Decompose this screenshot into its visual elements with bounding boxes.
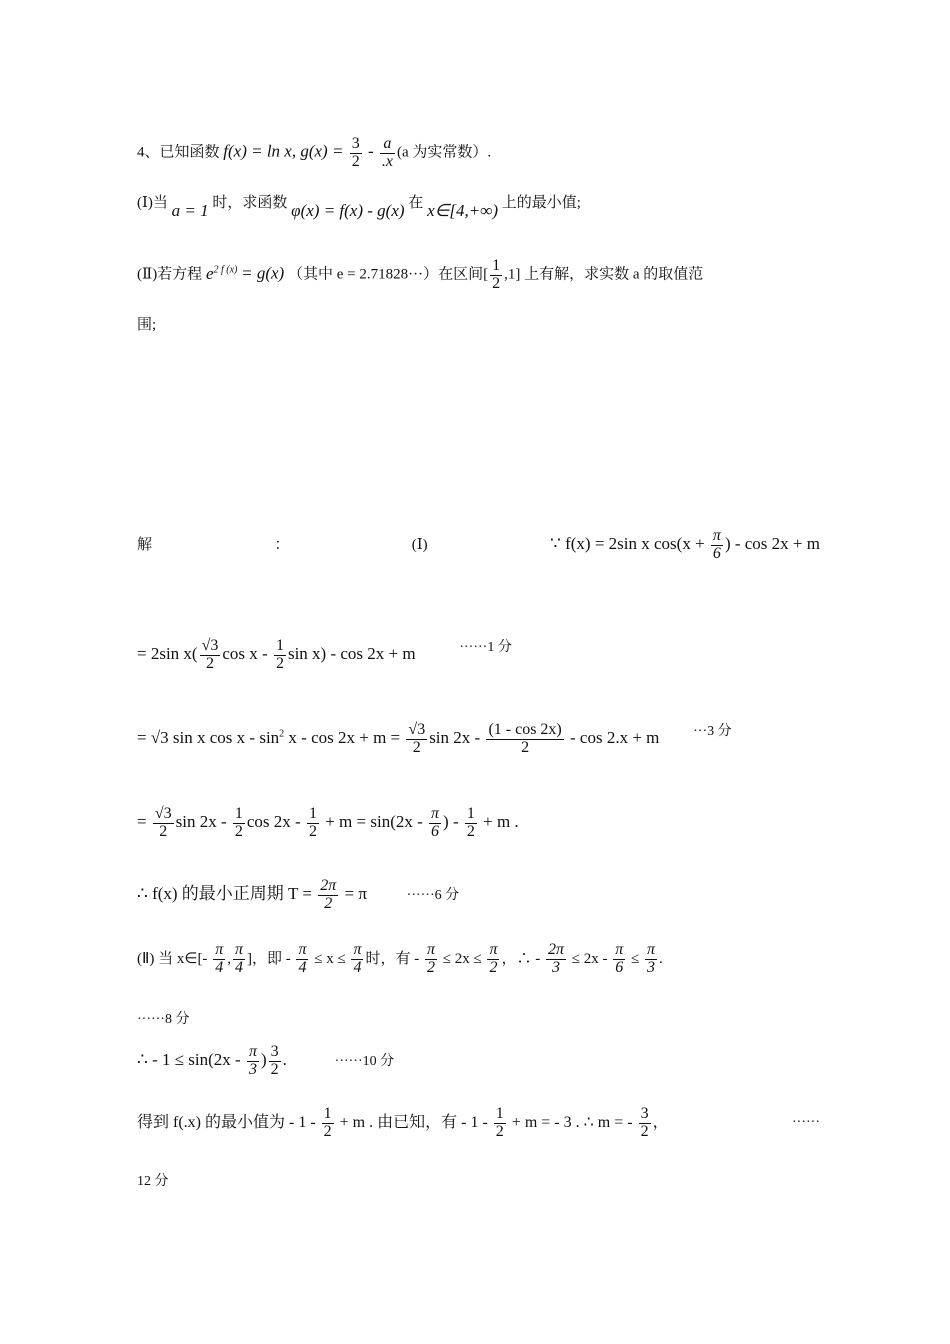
solution-line-4 (137, 878, 820, 913)
solution-colon: ： (274, 537, 290, 554)
solution-eq6: ∴ - 1 ≤ sin(2x - $\frac{\pi}{3}$ ) $\frac{3}{2}$ . (137, 1043, 287, 1078)
part1-mid: 时，求函数 (212, 195, 288, 211)
score-10: ······10 分 (334, 1054, 395, 1070)
part1-phi: φ(x) = f(x) - g(x) (291, 201, 405, 220)
frac-3-2: $\frac{3}{2}$ (351, 135, 360, 170)
problem-line-3 (137, 258, 820, 293)
part1-prefix: (Ⅰ)当 (137, 195, 168, 211)
frac-a-x: $\frac{a}{.x}$ (381, 135, 393, 170)
solution-eq7: 得到 f(.x) 的最小值为 - 1 - $\frac{1}{2}$ + m . 由已知，有 - 1 - $\frac{1}{2}$ + m = - 3 . ∴ m = - $\frac{3}{2}$ ， (137, 1105, 669, 1140)
solution-line-0 (137, 528, 820, 563)
solution-eq0: ∵ f(x) = 2sin x cos(x + $\frac{\pi}{6}$ ) - cos 2x + m (550, 527, 820, 562)
score-6: ······6 分 (406, 888, 460, 904)
solution-eq3: = $\frac{√3}{2}$ sin 2x - $\frac{1}{2}$ cos 2x - $\frac{1}{2}$ + m = sin(2x - $\frac{\pi}{6}$ ) - $\frac{1}{2}$ + m . (137, 805, 519, 840)
problem-number: 4、已知函数 (137, 144, 220, 161)
part2-eq: = g(x) (241, 263, 285, 283)
score-1: ······1 分 (459, 640, 512, 656)
problem-line-1 (137, 136, 820, 171)
frac-1-2: $\frac{1}{2}$ (492, 257, 501, 292)
solution-eq2: = √3 sin x $\cos x - \sin^2 x - \cos 2x + m$ = $\frac{√3}{2}$ sin 2x - $\frac{(1 - \cos 2x)}{2}$ - cos 2.x + m (137, 721, 660, 756)
part1-suffix: 上的最小值; (501, 195, 581, 211)
solution-line-3 (137, 806, 820, 841)
def-note: (a 为实常数）. (396, 144, 492, 161)
part1-cond: a = 1 (171, 201, 209, 220)
part2-e: $e^{2 f (x)}$ (205, 263, 238, 283)
part2-prefix: (Ⅱ)若方程 (137, 266, 203, 283)
part1-domain: x∈[4,+∞) (427, 201, 499, 220)
def-f: f(x) = ln x, g(x) = (223, 141, 348, 161)
solution-line-1 (137, 638, 820, 673)
part1-in: 在 (408, 195, 424, 211)
minus: - (363, 141, 378, 161)
solution-eq4: ∴ f(x) 的最小正周期 T = $\frac{2\pi}{2}$ = π (137, 877, 367, 912)
solution-line-8 (137, 1172, 820, 1191)
score-12-dots: ······ (792, 1114, 820, 1130)
solution-line-7 (137, 1106, 820, 1141)
solution-eq1: = 2sin x( $\frac{√3}{2}$ cos x - $\frac{1}{2}$ sin x) - cos 2x + m (137, 637, 416, 672)
solution-eq5: (Ⅱ) 当 x∈[- $\frac{\pi}{4}$ , $\frac{\pi}{4}$ ]，即 - $\frac{\pi}{4}$ ≤ x ≤ $\frac{\pi}{4}$ 时，有 - $\frac{\pi}{2}$ ≤ 2x ≤ $\frac{\pi}{2}$ ，∴ - $\frac{2\pi}{3}$ ≤ 2x - $\frac{\pi}{6}$ ≤ $\frac{\pi}{3}$ . (137, 941, 663, 976)
solution-line-2 (137, 722, 820, 757)
solution-line-6 (137, 1044, 820, 1079)
problem-line-2 (137, 192, 820, 220)
solution-part1-mark: (Ⅰ) (411, 537, 428, 554)
part2-wrap: 围; (137, 317, 157, 333)
score-8: ······8 分 (137, 1012, 190, 1027)
solution-line-5 (137, 942, 820, 977)
problem-line-4 (137, 316, 820, 334)
score-12: 12 分 (137, 1174, 169, 1189)
part2-suffix: 上有解，求实数 a 的取值范 (524, 266, 704, 283)
score-3: ···3 分 (693, 724, 732, 740)
solution-jie: 解 (137, 537, 153, 554)
solution-line-5b (137, 1010, 820, 1029)
part2-interval-end: ,1] (504, 266, 521, 283)
part2-note: （其中 e = 2.71828···）在区间[ (287, 266, 489, 283)
